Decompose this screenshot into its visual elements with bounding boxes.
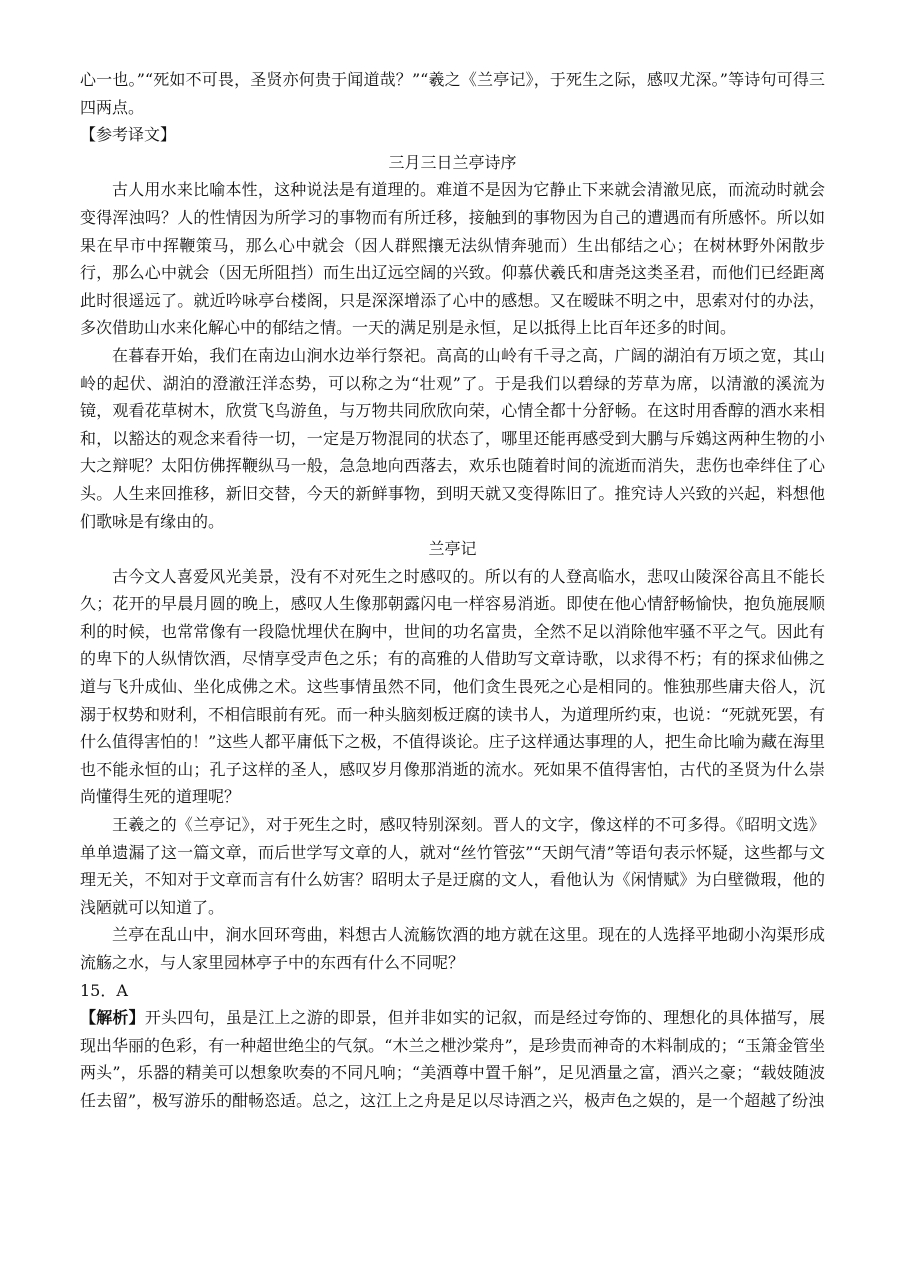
essay-paragraph-1: 古今文人喜爱风光美景，没有不对死生之时感叹的。所以有的人登高临水，悲叹山陵深谷高且不能长久；花开的早晨月圆的晚上，感叹人生像那朝露闪电一样容易消逝。即使在他心情舒畅愉快，抱负施展顺利的时候，也常常像有一段隐忧埋伏在胸中，世间的功名富贵，全然不足以消除他牢骚不平之气。因此有的卑下的人纵情饮酒，尽情享受声色之乐；有的高雅的人借助写文章诗歌，以求得不朽；有的探求仙佛之道与飞升成仙、坐化成佛之术。这些事情虽然不同，他们贪生畏死之心是相同的。惟独那些庸夫俗人，沉溺于权势和财利，不相信眼前有死。而一种头脑刻板迂腐的读书人，为道理所约束，也说：“死就死罢，有什么值得害怕的！”这些人都平庸低下之极，不值得谈论。庄子这样通达事理的人，把生命比喻为藏在海里也不能永恒的山；孔子这样的圣人，感叹岁月像那消逝的流水。死如果不值得害怕，古代的圣贤为什么崇尚懂得生死的道理呢？ bbox=[80, 566, 825, 807]
document-page bbox=[80, 66, 825, 1115]
poem-paragraph-1: 古人用水来比喻本性，这种说法是有道理的。难道不是因为它静止下来就会清澈见底，而流动时就会变得浑浊吗？人的性情因为所学习的事物而有所迁移，接触到的事物因为自己的遭遇而有所感怀。所以如果在早市中挥鞭策马，那么心中就会（因人群熙攘无法纵情奔驰而）生出郁结之心；在树林野外闲散步行，那么心中就会（因无所阻挡）而生出辽远空阔的兴致。仰慕伏羲氏和唐尧这类圣君，而他们已经距离此时很遥远了。就近吟咏亭台楼阁，只是深深增添了心中的感想。又在暧昧不明之中，思索对付的办法，多次借助山水来化解心中的郁结之情。一天的满足别是永恒，足以抵得上比百年还多的时间。 bbox=[80, 180, 825, 338]
reference-translation-label: 【参考译文】 bbox=[80, 125, 177, 145]
intro-paragraph: 心一也。”“死如不可畏，圣贤亦何贵于闻道哉？”“羲之《兰亭记》，于死生之际，感叹尤深。”等诗句可得三四两点。 bbox=[80, 70, 825, 117]
essay-title: 兰亭记 bbox=[428, 539, 477, 559]
poem-paragraph-2: 在暮春开始，我们在南边山涧水边举行祭祀。高高的山岭有千寻之高，广阔的湖泊有万顷之宽，其山岭的起伏、湖泊的澄澈汪洋态势，可以称之为“壮观”了。于是我们以碧绿的芳草为席，以清澈的溪流为镜，观看花草树木，欣赏飞鸟游鱼，与万物共同欣欣向荣，心情全都十分舒畅。在这时用香醇的酒水来相和，以豁达的观念来看待一切，一定是万物混同的状态了，哪里还能再感受到大鹏与斥鴳这两种生物的小大之辩呢？太阳仿佛挥鞭纵马一般，急急地向西落去，欢乐也随着时间的流逝而消失，悲伤也牵绊住了心头。人生来回推移，新旧交替，今天的新鲜事物，到明天就又变得陈旧了。推究诗人兴致的兴起，料想他们歌咏是有缘由的。 bbox=[80, 345, 825, 531]
essay-paragraph-2: 王羲之的《兰亭记》，对于死生之时，感叹特别深刻。晋人的文字，像这样的不可多得。《昭明文选》单单遗漏了这一篇文章，而后世学写文章的人，就对“丝竹管弦”“天朗气清”等语句表示怀疑，这些都与文理无关，不知对于文章而言有什么妨害？昭明太子是迂腐的文人，看他认为《闲情赋》为白壁微瑕，他的浅陋就可以知道了。 bbox=[80, 815, 825, 917]
essay-paragraph-3: 兰亭在乱山中，涧水回环弯曲，料想古人流觞饮酒的地方就在这里。现在的人选择平地砌小沟渠形成流觞之水，与人家里园林亭子中的东西有什么不同呢？ bbox=[80, 925, 825, 972]
poem-preface-title: 三月三日兰亭诗序 bbox=[388, 152, 517, 172]
analysis-label: 【解析】 bbox=[80, 1008, 145, 1028]
analysis-text: 开头四句，虽是江上之游的即景，但并非如实的记叙，而是经过夸饰的、理想化的具体描写，展现出华丽的色彩，有一种超世绝尘的气氛。“木兰之枻沙棠舟”，是珍贵而神奇的木料制成的；“玉箫金管坐两头”，乐器的精美可以想象吹奏的不同凡响；“美酒尊中置千斛”，足见酒量之富，酒兴之豪；“载妓随波任去留”，极写游乐的酣畅恣适。总之，这江上之舟是足以尽诗酒之兴，极声色之娱的，是一个超越了纷浊 bbox=[80, 1008, 825, 1110]
analysis-paragraph bbox=[80, 1004, 825, 1114]
answer-line: 15．A bbox=[80, 980, 128, 1000]
